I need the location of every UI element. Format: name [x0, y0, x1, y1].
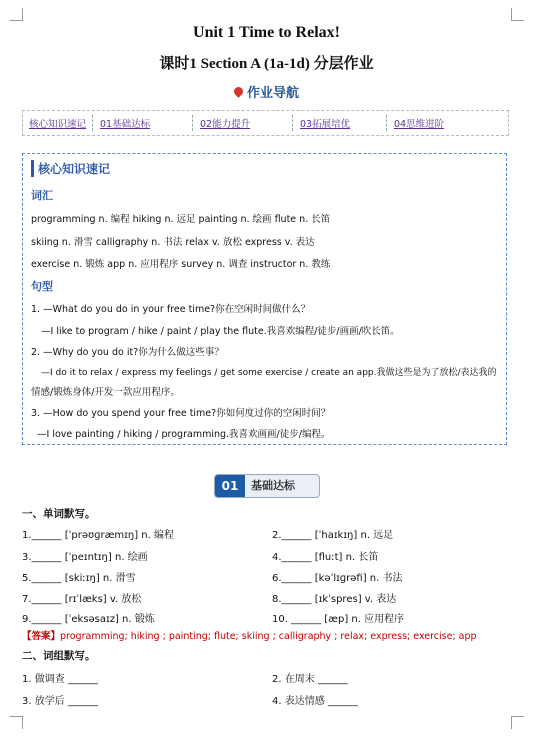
word-item: 1.______ [ˈprəʊɡræmɪŋ] n. 编程: [22, 530, 175, 541]
location-pin-icon: [232, 85, 245, 98]
badge-number: 01: [215, 475, 245, 497]
word-item: 5.______ [skiːɪŋ] n. 滑雪: [22, 573, 136, 584]
phrase-item: 4. 表达情感 ______: [272, 696, 358, 707]
vocab-heading: 词汇: [31, 189, 53, 202]
section-badge: [214, 474, 320, 498]
section2-heading: 二、词组默写。: [22, 650, 96, 662]
phrase-item: 1. 做调查 ______: [22, 674, 98, 685]
answer-line: [22, 628, 477, 642]
nav-link-extend[interactable]: 03拓展培优: [300, 119, 351, 130]
word-item: 10. ______ [æp] n. 应用程序: [272, 614, 405, 625]
section1-heading: 一、单词默写。: [22, 508, 96, 520]
answer-label: 【答案】: [22, 631, 61, 642]
nav-link-advanced[interactable]: 04思维进阶: [394, 119, 445, 130]
page-corner-mark: [511, 8, 524, 21]
nav-link-basic[interactable]: 01基础达标: [100, 119, 151, 130]
nav-heading-label: 作业导航: [246, 86, 299, 101]
nav-heading: [0, 82, 533, 101]
sentence-line: 2. —Why do you do it?你为什么做这些事？: [31, 347, 224, 358]
word-item: 8.______ [ɪkˈspres] v. 表达: [272, 594, 397, 605]
vocab-line: skiing n. 滑雪 calligraphy n. 书法 relax v. 放松 express v. 表达: [31, 237, 315, 248]
vocab-line: programming n. 编程 hiking n. 远足 painting n. 绘画 flute n. 长笛: [31, 214, 331, 225]
page-corner-mark: [10, 716, 23, 729]
word-item: 4.______ [fluːt] n. 长笛: [272, 552, 379, 563]
sentence-line: 1. —What do you do in your free time?你在空闲时间做什么？: [31, 304, 311, 315]
page-title: Unit 1 Time to Relax!: [193, 24, 340, 41]
sentence-line: —I love painting / hiking / programming.我喜欢画画/徒步/编程。: [37, 429, 331, 440]
word-item: 3.______ [ˈpeɪntɪŋ] n. 绘画: [22, 552, 148, 563]
sentence-line: —I do it to relax / express my feelings / get some exercise / create an app.我做这些是为了放松/表达我的: [41, 368, 497, 378]
sentence-line: —I like to program / hike / paint / play the flute.我喜欢编程/徒步/画画/吹长笛。: [41, 326, 400, 337]
phrase-item: 3. 放学后 ______: [22, 696, 98, 707]
sentence-heading: 句型: [31, 280, 53, 293]
sentence-line: 情感/锻炼身体/开发一款应用程序。: [31, 387, 180, 398]
page-corner-mark: [511, 716, 524, 729]
badge-label: 基础达标: [251, 479, 295, 492]
core-heading: 核心知识速记: [31, 160, 110, 177]
nav-link-core[interactable]: 核心知识速记: [29, 119, 87, 130]
page-corner-mark: [10, 8, 23, 21]
sentence-line: 3. —How do you spend your free time?你如何度过你的空闲时间？: [31, 408, 331, 419]
answer-text: programming; hiking ; painting; flute; skiing ; calligraphy ; relax; express; exercise; app: [60, 631, 477, 642]
word-item: 6.______ [kəˈlɪɡrəfi] n. 书法: [272, 573, 403, 584]
word-item: 7.______ [rɪˈlæks] v. 放松: [22, 594, 142, 605]
word-item: 9.______ [ˈeksəsaɪz] n. 锻炼: [22, 614, 155, 625]
core-knowledge-card: [22, 153, 507, 445]
page-subtitle: 课时1 Section A (1a-1d) 分层作业: [159, 56, 374, 72]
nav-link-ability[interactable]: 02能力提升: [200, 119, 251, 130]
vocab-line: exercise n. 锻炼 app n. 应用程序 survey n. 调查 instructor n. 教练: [31, 259, 331, 270]
phrase-item: 2. 在周末 ______: [272, 674, 348, 685]
nav-bar: [22, 110, 509, 136]
word-item: 2.______ [ˈhaɪkɪŋ] n. 远足: [272, 530, 394, 541]
